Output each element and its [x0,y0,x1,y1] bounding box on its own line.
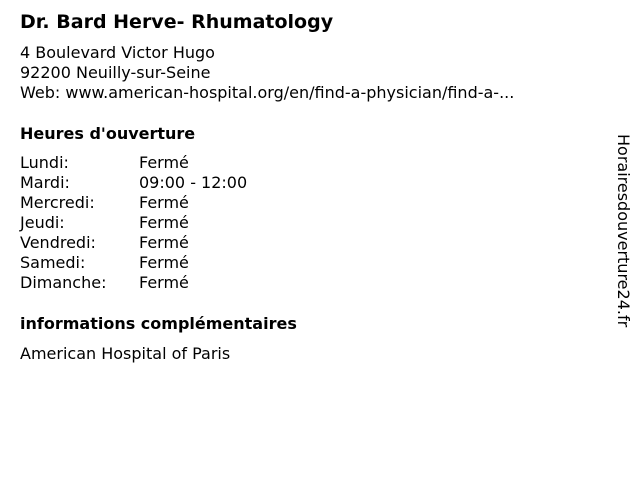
hours-value: Fermé [139,213,189,232]
day-label: Dimanche: [20,273,107,292]
site-brand-vertical: Horairesdouverture24.fr [614,134,633,328]
street-address: 4 Boulevard Victor Hugo [20,43,215,62]
additional-info-text: American Hospital of Paris [20,344,231,363]
hours-value: Fermé [139,233,189,252]
address-block [20,43,514,103]
opening-hours-table [20,153,247,293]
day-label: Lundi: [20,153,69,172]
page-title: Dr. Bard Herve- Rhumatology [20,11,334,33]
hours-row-jeudi [20,213,247,233]
hours-value: Fermé [139,193,189,212]
hours-value: Fermé [139,273,189,292]
additional-info-heading: informations complémentaires [20,314,297,333]
hours-value: 09:00 - 12:00 [139,173,248,192]
hours-row-vendredi [20,233,247,253]
day-label: Vendredi: [20,233,96,252]
day-label: Mardi: [20,173,70,192]
hours-row-dimanche [20,273,247,293]
hours-row-lundi [20,153,247,173]
opening-hours-heading: Heures d'ouverture [20,124,196,143]
day-label: Samedi: [20,253,86,272]
website-link[interactable]: Web: www.american-hospital.org/en/find-a-physician/find-a-... [20,83,515,102]
day-label: Mercredi: [20,193,95,212]
day-label: Jeudi: [20,213,65,232]
hours-row-mercredi [20,193,247,213]
hours-value: Fermé [139,153,189,172]
city-address: 92200 Neuilly-sur-Seine [20,63,211,82]
hours-row-samedi [20,253,247,273]
hours-row-mardi [20,173,247,193]
hours-value: Fermé [139,253,189,272]
